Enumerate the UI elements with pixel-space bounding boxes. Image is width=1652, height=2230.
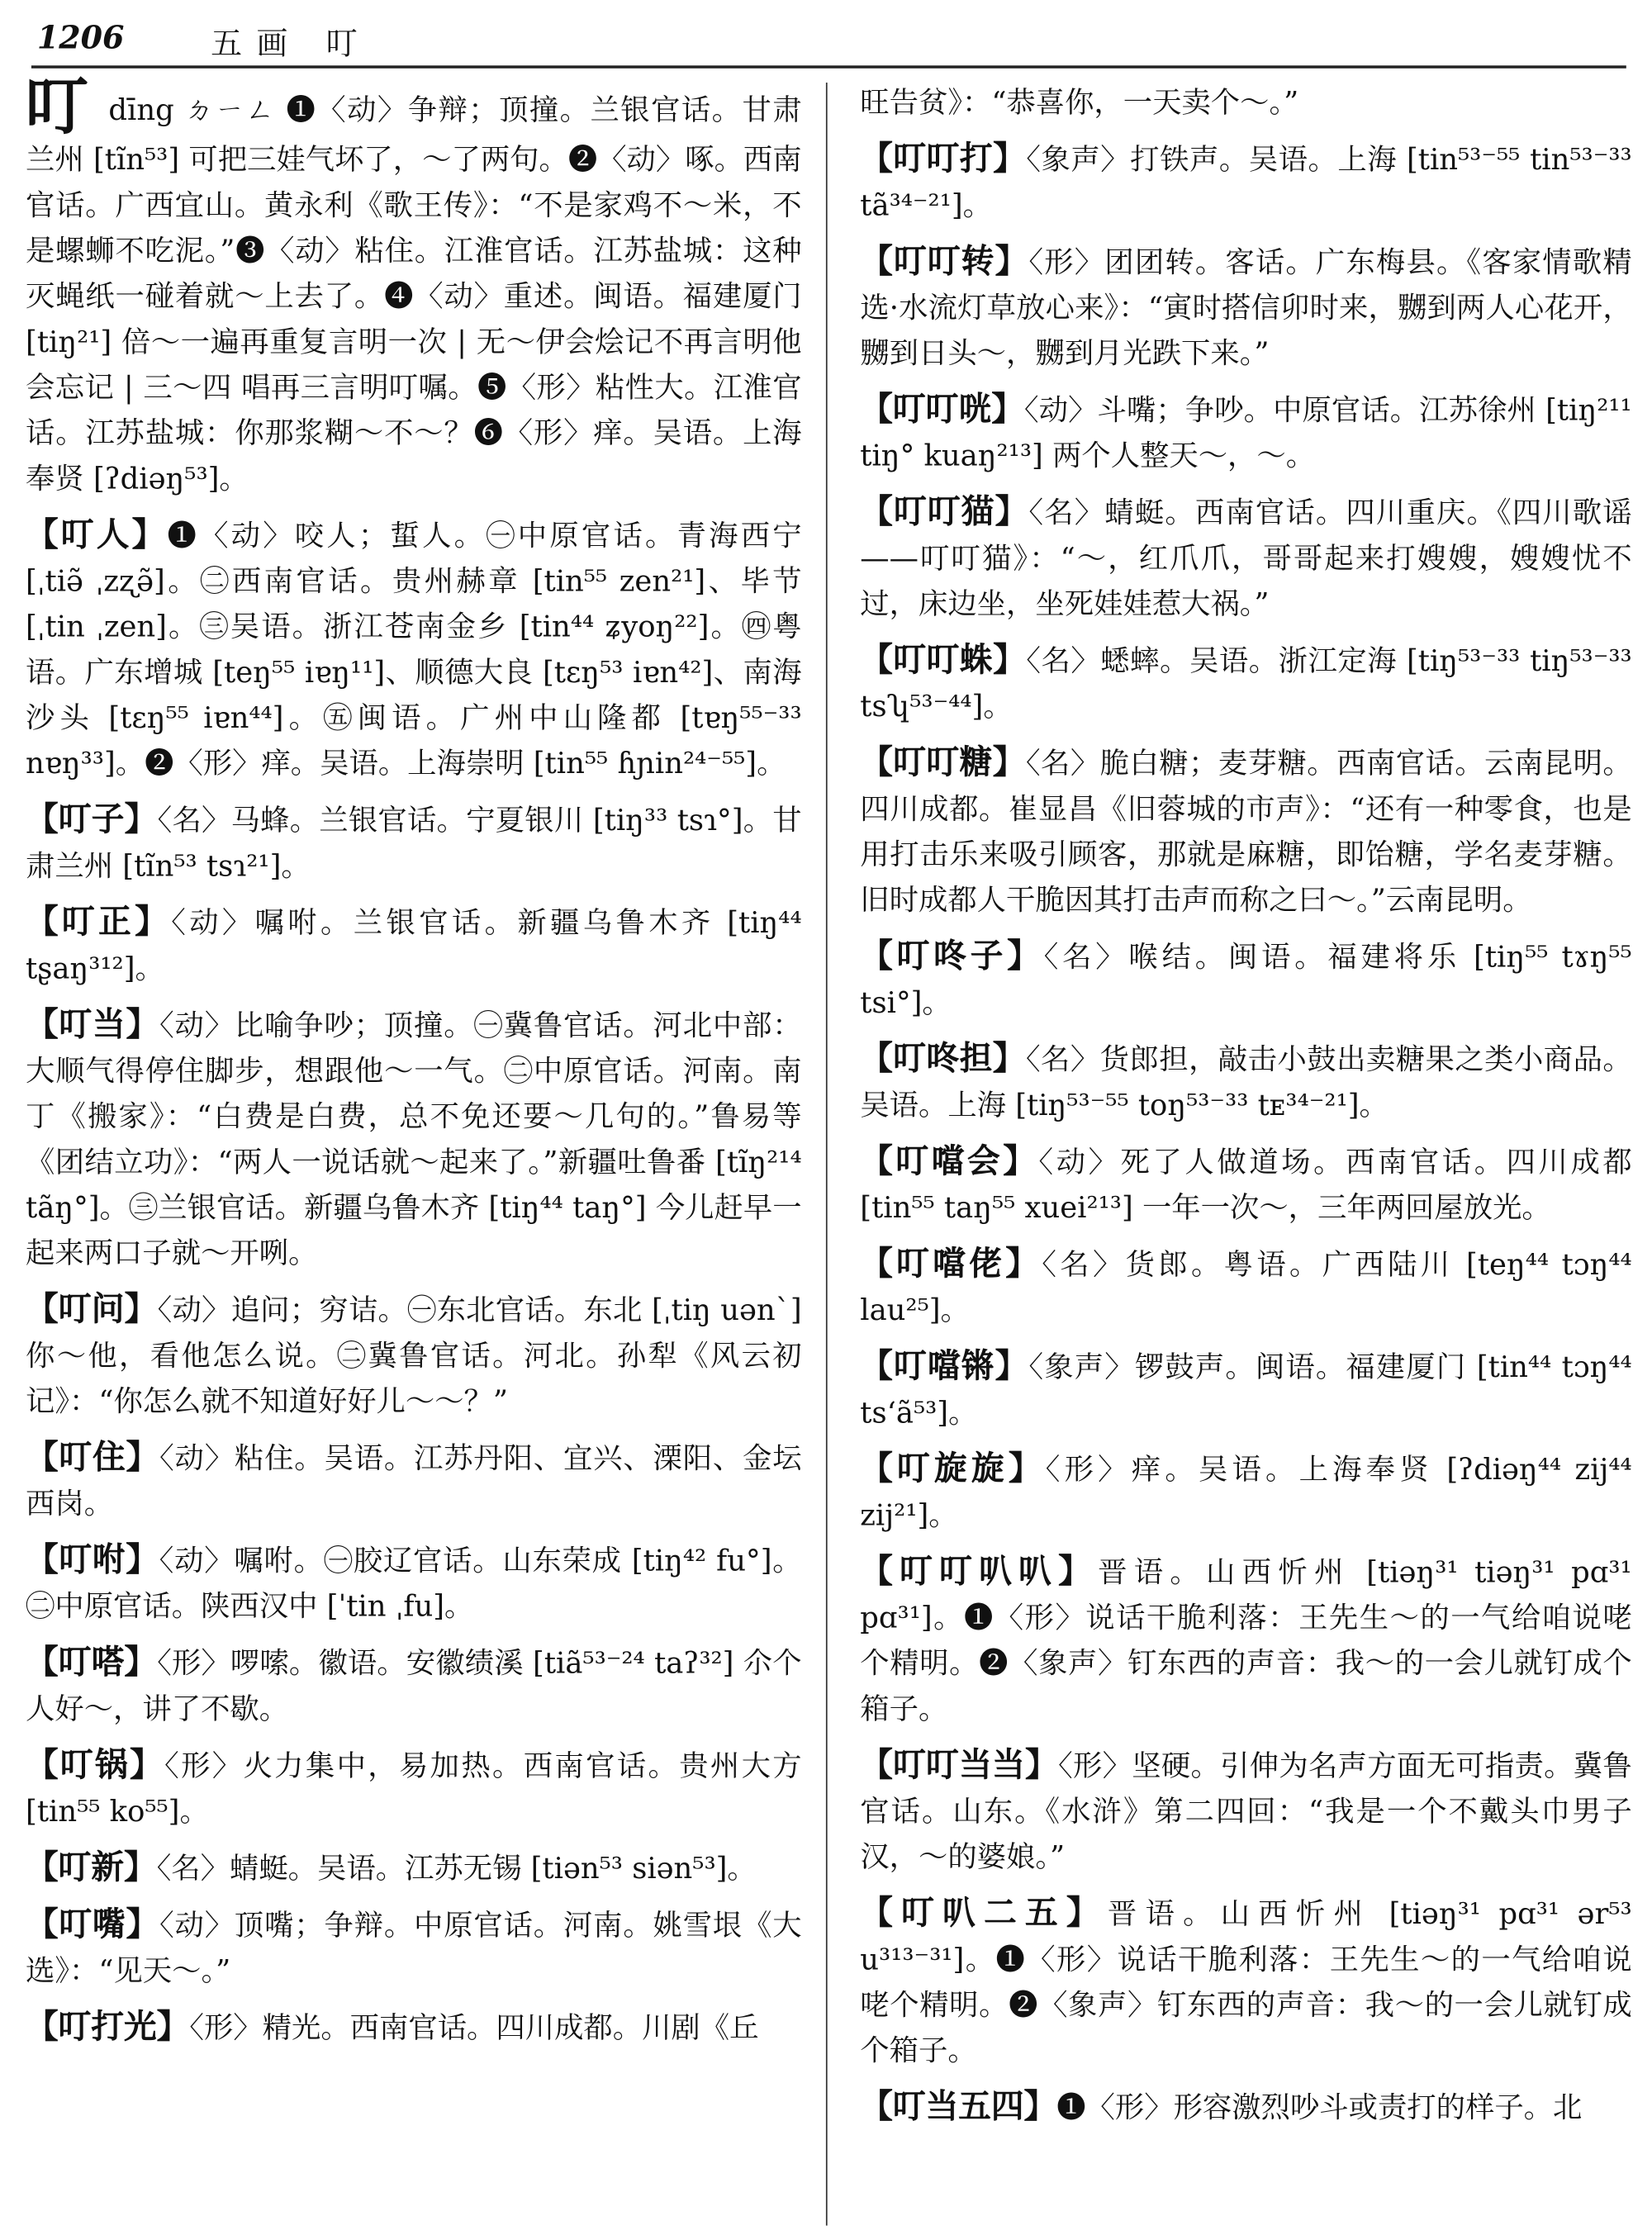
dictionary-entry [860, 934, 1631, 1025]
entry-text: 〈形〉精光。西南官话。四川成都。川剧《丘 [189, 2010, 759, 2045]
page-title: 五画 叮 [211, 26, 372, 63]
entry-text: 〈名〉蜻蜓。吴语。江苏无锡 [tiən⁵³ siən⁵³]。 [156, 1851, 757, 1886]
entry-headword: 【叮新】 [26, 1848, 157, 1887]
dictionary-entry [860, 490, 1631, 627]
dictionary-entry [860, 1743, 1631, 1880]
entry-headword: 【叮子】 [26, 799, 158, 839]
dictionary-entry [26, 900, 802, 991]
entry-headword: 【叮当五四】 [860, 2087, 1057, 2126]
entry-headword: 【叮叮转】 [860, 242, 1029, 281]
entry-headword: 【叮正】 [26, 903, 172, 942]
entry-headword: 【叮叭二五】 [860, 1893, 1108, 1933]
entry-text: 〈动〉嘱咐。㊀胶辽官话。山东荣成 [tiŋ⁴² fu°]。㊁中原官话。陕西汉中 [ˈtin ˌfu]。 [26, 1543, 802, 1624]
entry-text: 〈名〉马蜂。兰银官话。宁夏银川 [tiŋ³³ tsɿ°]。甘肃兰州 [tĩn⁵³ tsɿ²¹]。 [26, 803, 802, 883]
entry-text: 〈名〉喉结。闽语。福建将乐 [tiŋ⁵⁵ tɤŋ⁵⁵ tsi°]。 [860, 939, 1632, 1020]
entry-headword: 【叮人】 [26, 515, 168, 554]
entry-headword: 【叮叮当当】 [860, 1745, 1058, 1785]
dictionary-entry [860, 2085, 1631, 2130]
entry-text: 〈形〉火力集中，易加热。西南官话。贵州大方 [tin⁵⁵ ko⁵⁵]。 [26, 1748, 802, 1829]
dictionary-entry [860, 387, 1631, 478]
dictionary-entry [26, 2005, 802, 2050]
dictionary-entry [860, 638, 1631, 728]
page-header [31, 17, 1626, 69]
dictionary-entry [860, 740, 1631, 923]
entry-headword: 【叮叮打】 [860, 139, 1027, 178]
entry-headword: 【叮住】 [26, 1438, 160, 1477]
dictionary-entry [26, 1743, 802, 1834]
entry-headword: 【叮嗒】 [26, 1643, 158, 1682]
entry-text: 晋语。山西忻州 [tiəŋ³¹ pɑ³¹ ər⁵³ u³¹³⁻³¹]。❶〈形〉说话干脆利落：王先生～的一气给咱说咾个精明。❷〈象声〉钉东西的声音：我～的一会儿就钉成个箱子。 [860, 1896, 1632, 2068]
entry-text: 〈名〉货郎。粤语。广西陆川 [teŋ⁴⁴ tɔŋ⁴⁴ lau²⁵]。 [860, 1247, 1632, 1327]
dictionary-entry [26, 1902, 802, 1993]
entry-text: 〈名〉脆白糖；麦芽糖。西南官话。云南昆明。四川成都。崔显昌《旧蓉城的市声》：“还有一种零食，也是用打击乐来吸引顾客，那就是麻糖，即饴糖，学名麦芽糖。旧时成都人干脆因其打击声而称之曰～。”云南昆明。 [860, 746, 1632, 918]
dictionary-entry [26, 1640, 802, 1731]
entry-text: 〈名〉货郎担，敲击小鼓出卖糖果之类小商品。吴语。上海 [tiŋ⁵³⁻⁵⁵ toŋ⁵³⁻³³ tᴇ³⁴⁻²¹]。 [860, 1041, 1632, 1122]
entry-text: 〈动〉斗嘴；争吵。中原官话。江苏徐州 [tiŋ²¹¹ tiŋ° kuaŋ²¹³] 两个人整天～，～。 [860, 392, 1632, 473]
dictionary-entry [860, 1037, 1631, 1127]
entry-text: ❶〈动〉咬人；蜇人。㊀中原官话。青海西宁 [ˌtiə̃ ˌzʐə̃]。㊁西南官话。贵州赫章 [tin⁵⁵ zen²¹]、毕节 [ˌtin ˌzen]。㊂吴语。浙江苍南金乡 [tin⁴⁴ ʑyoŋ²²]。㊃粤语。广东增城 [teŋ⁵⁵ iɐŋ¹¹]、顺德大良 [tɛŋ⁵³ iɐn⁴²]、南海沙头 [tɛŋ⁵⁵ iɐn⁴⁴]。㊄闽语。广州中山隆都 [tɐŋ⁵⁵⁻³³ nɐŋ³³]。❷〈形〉痒。吴语。上海崇明 [tin⁵⁵ ɦɲin²⁴⁻⁵⁵]。 [26, 518, 802, 780]
entry-headword: 【叮叮叭叭】 [860, 1552, 1099, 1591]
entry-text: 〈动〉死了人做道场。西南官话。四川成都 [tin⁵⁵ taŋ⁵⁵ xuei²¹³] 一年一次～，三年两回屋放光。 [860, 1145, 1632, 1225]
entry-text: 〈形〉啰嗦。徽语。安徽绩溪 [tiã⁵³⁻²⁴ taʔ³²] 尒个人好～，讲了不歇。 [26, 1645, 802, 1726]
dictionary-entry [860, 1549, 1631, 1732]
entry-headword: 【叮咚担】 [860, 1039, 1026, 1079]
dictionary-entry [26, 1435, 802, 1526]
entry-headword: 【叮叮咣】 [860, 390, 1024, 429]
dictionary-entry [26, 797, 802, 888]
dictionary-entry [860, 1344, 1631, 1435]
entry-text: 〈动〉比喻争吵；顶撞。㊀冀鲁官话。河北中部：大顺气得停住脚步，想跟他～一气。㊁中原官话。河南。南丁《搬家》：“白费是白费，总不免还要～几句的。”鲁易等《团结立功》：“两人一说话就～起来了。”新疆吐鲁番 [tĩŋ²¹⁴ tãŋ°]。㊂兰银官话。新疆乌鲁木齐 [tiŋ⁴⁴ taŋ°] 今儿赶早一起来两口子就～开咧。 [26, 1008, 802, 1270]
entry-text: 〈动〉嘱咐。兰银官话。新疆乌鲁木齐 [tiŋ⁴⁴ tʂaŋ³¹²]。 [26, 905, 802, 986]
entry-headword: 【叮叮猫】 [860, 492, 1029, 532]
entry-headword: 【叮叮糖】 [860, 743, 1026, 782]
right-column [860, 80, 1631, 2142]
left-column [26, 71, 802, 2062]
entry-text: 〈象声〉打铁声。吴语。上海 [tin⁵³⁻⁵⁵ tin⁵³⁻³³ tã³⁴⁻²¹]。 [860, 142, 1632, 222]
dictionary-entry [860, 240, 1631, 377]
entry-text: 晋语。山西忻州 [tiəŋ³¹ tiəŋ³¹ pɑ³¹ pɑ³¹]。❶〈形〉说话干脆利落：王先生～的一气给咱说咾个精明。❷〈象声〉钉东西的声音：我～的一会儿就钉成个箱子。 [860, 1554, 1632, 1726]
entry-headword: 【叮打光】 [26, 2007, 190, 2047]
dictionary-entry [26, 1287, 802, 1424]
entry-text: 〈动〉顶嘴；争辩。中原官话。河南。姚雪垠《大选》：“见天～。” [26, 1908, 802, 1988]
dictionary-entry [26, 71, 802, 501]
header-rule [31, 65, 1626, 68]
dictionary-entry [860, 1447, 1631, 1538]
dictionary-entry [26, 1003, 802, 1276]
entry-text: 〈动〉粘住。吴语。江苏丹阳、宜兴、溧阳、金坛西岗。 [26, 1440, 802, 1521]
dictionary-entry [860, 1139, 1631, 1230]
entry-text: dīng ㄉㄧㄥ ❶〈动〉争辩；顶撞。兰银官话。甘肃兰州 [tĩn⁵³] 可把三娃气坏了，～了两句。❷〈动〉啄。西南官话。广西宜山。黄永利《歌王传》：“不是家鸡不～米，不是螺蛳不吃泥。”❸〈动〉粘住。江淮官话。江苏盐城：这种灭蝇纸一碰着就～上去了。❹〈动〉重述。闽语。福建厦门 [tiŋ²¹] 倍～一遍再重复言明一次 | 无～伊会烩记不再言明他会忘记 | 三～四 唱再三言明叮嘱。❺〈形〉粘性大。江淮官话。江苏盐城：你那浆糊～不～？❻〈形〉痒。吴语。上海奉贤 [ʔdiəŋ⁵³]。 [26, 93, 802, 496]
dictionary-entry [860, 137, 1631, 228]
entry-text: 〈动〉追问；穷诘。㊀东北官话。东北 [ˌtiŋ uənˋ] 你～他，看他怎么说。㊁冀鲁官话。河北。孙犁《风云初记》：“你怎么就不知道好好儿～～？” [26, 1293, 802, 1419]
entry-text: 〈形〉团团转。客话。广东梅县。《客家情歌精选·水流灯草放心来》：“寅时搭信卯时来，嬲到两人心花开，嬲到日头～，嬲到月光跌下来。” [860, 244, 1632, 371]
dictionary-entry [26, 1845, 802, 1891]
entry-text: 〈名〉蜻蜓。西南官话。四川重庆。《四川歌谣——叮叮猫》：“～，红爪爪，哥哥起来打嫂嫂，嫂嫂忧不过，床边坐，坐死娃娃惹大祸。” [860, 495, 1632, 621]
entry-headword: 【叮当】 [26, 1005, 160, 1044]
entry-headword: 【叮咚子】 [860, 937, 1044, 975]
dictionary-entry [26, 1538, 802, 1629]
entry-headword: 【叮锅】 [26, 1745, 165, 1785]
headword-char: 叮 [26, 71, 90, 145]
dictionary-entry [860, 1891, 1631, 2073]
dictionary-entry [26, 513, 802, 786]
entry-headword: 【叮叮蛛】 [860, 640, 1027, 680]
entry-text: 〈名〉蟋蟀。吴语。浙江定海 [tiŋ⁵³⁻³³ tiŋ⁵³⁻³³ tsʮ⁵³⁻⁴⁴]。 [860, 643, 1632, 724]
entry-headword: 【叮嘴】 [26, 1905, 160, 1944]
entry-text: ❶〈形〉形容激烈吵斗或责打的样子。北 [1056, 2090, 1583, 2125]
entry-headword: 【叮咐】 [26, 1540, 159, 1579]
entry-headword: 【叮旋旋】 [860, 1450, 1046, 1488]
entry-text: 〈形〉坚硬。引伸为名声方面无可指责。冀鲁官话。山东。《水浒》第二四回：“我是一个不戴头巾男子汉，～的婆娘。” [860, 1748, 1632, 1874]
entry-headword: 【叮噹锵】 [860, 1346, 1029, 1386]
entry-text: 〈象声〉锣鼓声。闽语。福建厦门 [tin⁴⁴ tɔŋ⁴⁴ tsʻã⁵³]。 [860, 1350, 1632, 1430]
entry-headword: 【叮噹佬】 [860, 1244, 1042, 1283]
dictionary-entry [860, 1241, 1631, 1332]
entry-headword: 【叮问】 [26, 1289, 158, 1329]
page-number: 1206 [36, 20, 125, 57]
entry-headword: 【叮噹会】 [860, 1141, 1039, 1181]
entry-text: 〈形〉痒。吴语。上海奉贤 [ʔdiəŋ⁴⁴ zij⁴⁴ zij²¹]。 [860, 1452, 1632, 1533]
continued-text: 旺告贫》：“恭喜你，一天卖个～。” [860, 85, 1299, 120]
column-divider [826, 83, 828, 2226]
